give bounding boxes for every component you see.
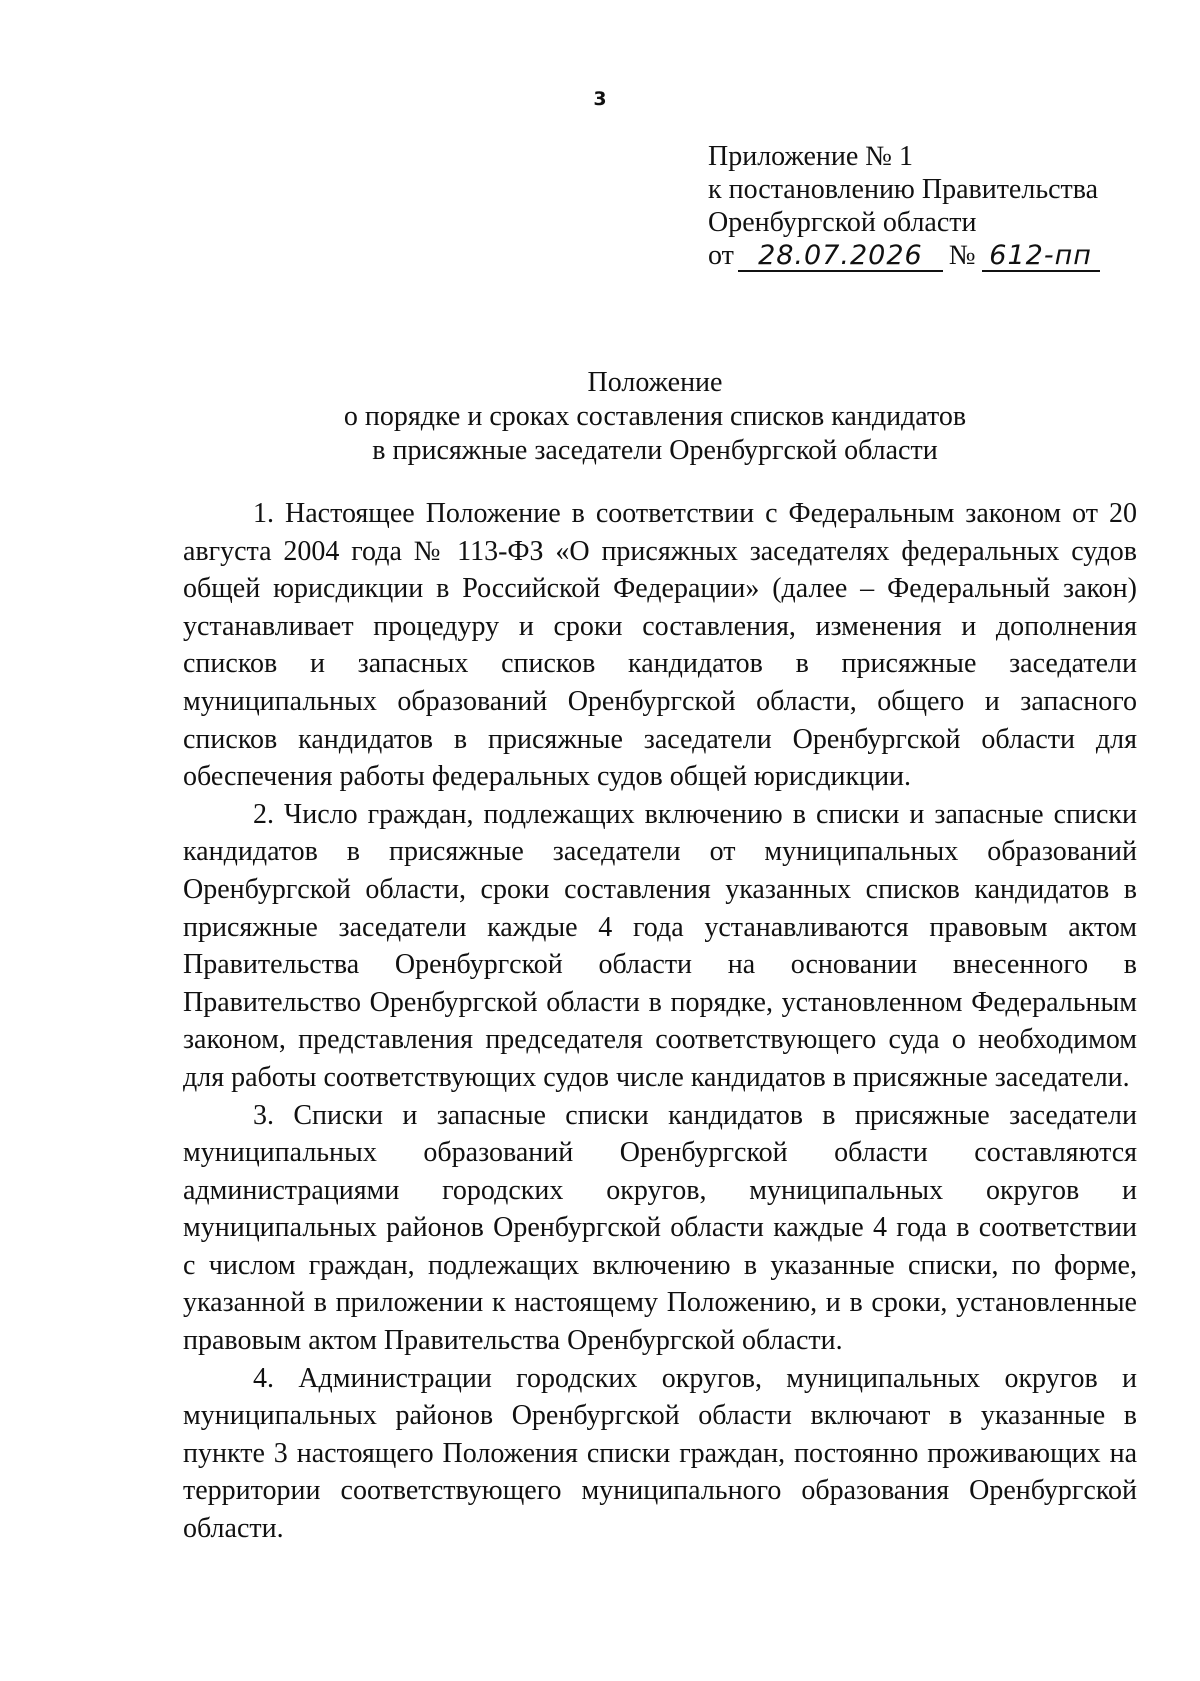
page-number: 3 <box>593 88 607 110</box>
handwritten-date: 28.07.2026 <box>738 242 943 272</box>
title-line-3: в присяжные заседатели Оренбургской области <box>372 435 938 466</box>
appendix-title: Приложение № 1 <box>708 141 913 172</box>
appendix-resolution-ref: к постановлению Правительства <box>708 174 1099 205</box>
paragraph-2: 2. Число граждан, подлежащих включению в списки и запасные списки кандидатов в присяжные заседатели от муниципальных образований Оренбургской области, сроки составления указанных списков кандидатов в присяжные заседатели каждые 4 года устанавливаются правовым актом Правительства Оренбургской области на основании внесенного в Правительство Оренбургской области в порядке, установленном Федеральным законом, представления председателя соответствующего суда о необходимом для работы соответствующих судов числе кандидатов в присяжные заседатели. <box>183 798 1137 1093</box>
document-title <box>0 366 1200 468</box>
appendix-header <box>708 140 1100 272</box>
appendix-region: Оренбургской области <box>708 207 977 238</box>
paragraph-1: 1. Настоящее Положение в соответствии с Федеральным законом от 20 августа 2004 года № 113-ФЗ «О присяжных заседателях федеральных судов общей юрисдикции в Российской Федерации» (далее – Федеральный закон) устанавливает процедуру и сроки составления, изменения и дополнения списков и запасных списков кандидатов в присяжные заседатели муниципальных образований Оренбургской области, общего и запасного списков кандидатов в присяжные заседатели Оренбургской области для обеспечения работы федеральных судов общей юрисдикции. <box>183 498 1137 793</box>
appendix-date-line <box>708 239 1100 272</box>
number-prefix: № <box>948 240 976 271</box>
title-line-1: Положение <box>587 367 723 398</box>
paragraph-4: 4. Администрации городских округов, муниципальных округов и муниципальных районов Оренбургской области включают в указанные в пункте 3 настоящего Положения списки граждан, постоянно проживающих на территории соответствующего муниципального образования Оренбургской области. <box>183 1362 1137 1545</box>
title-line-2: о порядке и сроках составления списков кандидатов <box>343 401 967 432</box>
document-body <box>183 495 1137 1548</box>
handwritten-number: 612-пп <box>982 242 1100 272</box>
paragraph-3: 3. Списки и запасные списки кандидатов в присяжные заседатели муниципальных образований Оренбургской области составляются администрациями городских округов, муниципальных округов и муниципальных районов Оренбургской области каждые 4 года в соответствии с числом граждан, подлежащих включению в указанные списки, по форме, указанной в приложении к настоящему Положению, и в сроки, установленные правовым актом Правительства Оренбургской области. <box>183 1099 1137 1357</box>
date-prefix: от <box>708 240 734 271</box>
